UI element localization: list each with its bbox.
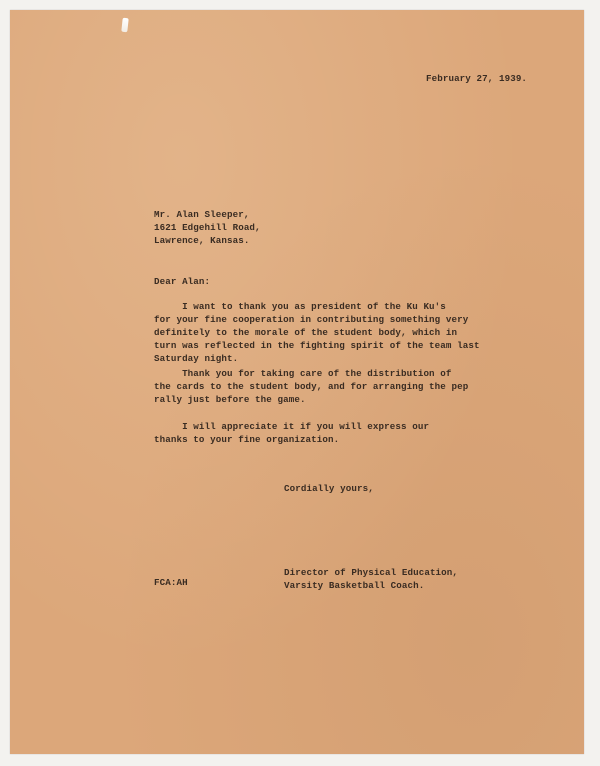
salutation: Dear Alan: (154, 276, 211, 287)
signature-line: Varsity Basketball Coach. (284, 580, 425, 591)
body-paragraph-1 (154, 300, 480, 365)
recipient-line: Lawrence, Kansas. (154, 235, 250, 246)
signature-line: Director of Physical Education, (284, 567, 459, 578)
paragraph-line: Thank you for taking care of the distribution of (154, 368, 452, 379)
recipient-address (154, 208, 261, 247)
body-paragraph-3 (154, 420, 429, 446)
paper-tear (121, 18, 128, 33)
paragraph-line: rally just before the game. (154, 394, 306, 405)
signature-block (284, 566, 458, 592)
letter-date: February 27, 1939. (426, 73, 528, 84)
paragraph-line: I want to thank you as president of the Ku Ku's (154, 301, 446, 312)
paragraph-line: thanks to your fine organization. (154, 434, 340, 445)
paragraph-line: the cards to the student body, and for arranging the pep (154, 381, 469, 392)
reference-initials: FCA:AH (154, 577, 188, 588)
paragraph-line: Saturday night. (154, 353, 239, 364)
paragraph-line: turn was reflected in the fighting spirit of the team last (154, 340, 480, 351)
body-paragraph-2 (154, 367, 468, 406)
letter-sheet (10, 10, 584, 754)
paragraph-line: definitely to the morale of the student body, which in (154, 327, 458, 338)
recipient-line: Mr. Alan Sleeper, (154, 209, 250, 220)
paragraph-line: I will appreciate it if you will express our (154, 421, 430, 432)
paragraph-line: for your fine cooperation in contributing something very (154, 314, 469, 325)
recipient-line: 1621 Edgehill Road, (154, 222, 261, 233)
closing: Cordially yours, (284, 483, 374, 494)
